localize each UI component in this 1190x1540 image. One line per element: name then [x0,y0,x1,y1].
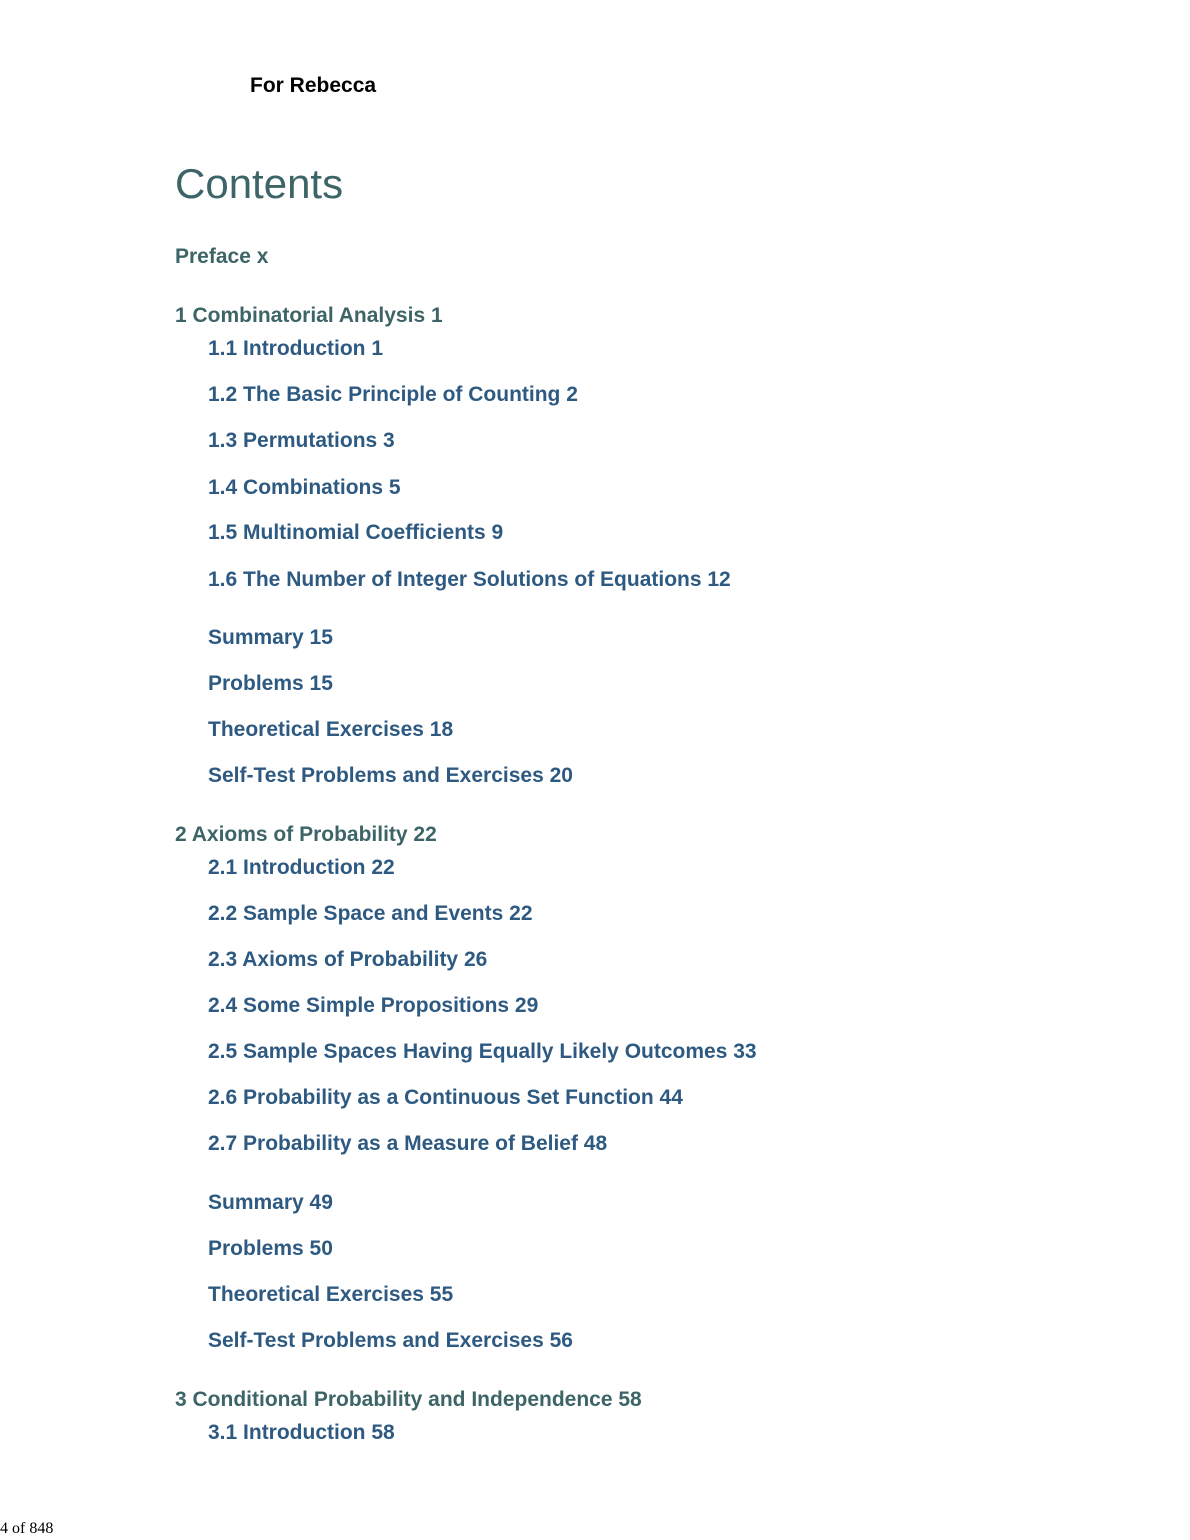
toc-section-2-4[interactable]: 2.4 Some Simple Propositions 29 [208,994,539,1017]
toc-section-2-2[interactable]: 2.2 Sample Space and Events 22 [208,902,533,925]
toc-theoretical-exercises-1[interactable]: Theoretical Exercises 18 [208,718,454,741]
toc-section-2-6[interactable]: 2.6 Probability as a Continuous Set Function 44 [208,1086,683,1109]
toc-section-1-5[interactable]: 1.5 Multinomial Coefficients 9 [208,521,504,544]
toc-preface[interactable]: Preface x [175,245,269,268]
toc-section-2-1[interactable]: 2.1 Introduction 22 [208,856,395,879]
page-indicator: 4 of 848 [0,1520,54,1537]
toc-section-2-5[interactable]: 2.5 Sample Spaces Having Equally Likely Outcomes 33 [208,1040,757,1063]
toc-section-1-2[interactable]: 1.2 The Basic Principle of Counting 2 [208,383,578,406]
toc-problems-2[interactable]: Problems 50 [208,1237,333,1260]
toc-chapter-2[interactable]: 2 Axioms of Probability 22 [175,823,437,846]
toc-chapter-1[interactable]: 1 Combinatorial Analysis 1 [175,304,443,327]
contents-title: Contents [175,160,344,207]
toc-self-test-1[interactable]: Self-Test Problems and Exercises 20 [208,764,573,787]
toc-self-test-2[interactable]: Self-Test Problems and Exercises 56 [208,1329,573,1352]
toc-section-3-1[interactable]: 3.1 Introduction 58 [208,1421,395,1444]
toc-chapter-3[interactable]: 3 Conditional Probability and Independence 58 [175,1388,642,1411]
toc-section-1-1[interactable]: 1.1 Introduction 1 [208,337,384,360]
toc-section-2-3[interactable]: 2.3 Axioms of Probability 26 [208,948,488,971]
dedication: For Rebecca [250,74,377,97]
toc-section-1-4[interactable]: 1.4 Combinations 5 [208,476,401,499]
toc-section-2-7[interactable]: 2.7 Probability as a Measure of Belief 48 [208,1132,608,1155]
toc-summary-1[interactable]: Summary 15 [208,626,333,649]
toc-summary-2[interactable]: Summary 49 [208,1191,333,1214]
toc-section-1-3[interactable]: 1.3 Permutations 3 [208,429,395,452]
toc-theoretical-exercises-2[interactable]: Theoretical Exercises 55 [208,1283,454,1306]
toc-problems-1[interactable]: Problems 15 [208,672,333,695]
toc-section-1-6[interactable]: 1.6 The Number of Integer Solutions of Equations 12 [208,568,731,591]
